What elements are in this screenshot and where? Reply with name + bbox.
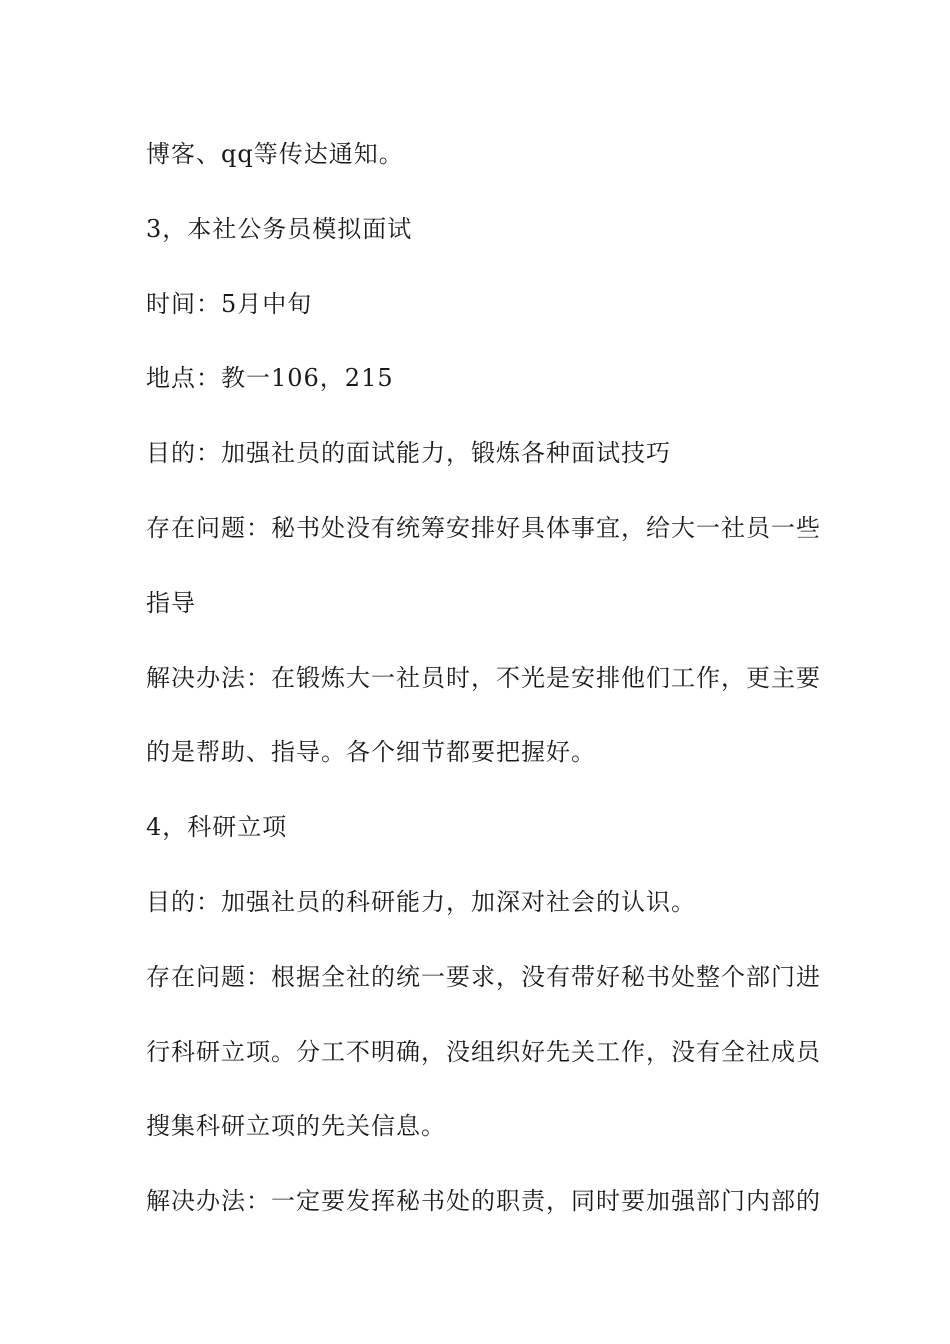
text-line-problem: 存在问题：秘书处没有统筹安排好具体事宜，给大一社员一些 (146, 513, 821, 542)
text-line-research-solution: 解决办法：一定要发挥秘书处的职责，同时要加强部门内部的 (146, 1187, 821, 1216)
text-line-research-problem: 存在问题：根据全社的统一要求，没有带好秘书处整个部门进 (146, 962, 821, 991)
text-line-solution-cont: 的是帮助、指导。各个细节都要把握好。 (146, 738, 596, 767)
text-line-location: 地点：教一106，215 (146, 364, 394, 393)
text-line-solution: 解决办法：在锻炼大一社员时，不光是安排他们工作，更主要 (146, 663, 821, 692)
text-line-purpose: 目的：加强社员的面试能力，锻炼各种面试技巧 (146, 439, 671, 468)
section-heading-interview: 3，本社公务员模拟面试 (146, 214, 413, 243)
document-body (146, 134, 821, 1256)
text-line-research-purpose: 目的：加强社员的科研能力，加深对社会的认识。 (146, 887, 696, 916)
text-line-continuation: 博客、qq等传达通知。 (146, 140, 404, 168)
text-line-time: 时间：5月中旬 (146, 289, 313, 318)
text-line-research-problem-cont: 行科研立项。分工不明确，没组织好先关工作，没有全社成员 (146, 1037, 821, 1066)
text-line-research-problem-cont-2: 搜集科研立项的先关信息。 (146, 1112, 446, 1141)
section-heading-research: 4，科研立项 (146, 813, 288, 842)
text-line-problem-cont: 指导 (146, 588, 196, 617)
